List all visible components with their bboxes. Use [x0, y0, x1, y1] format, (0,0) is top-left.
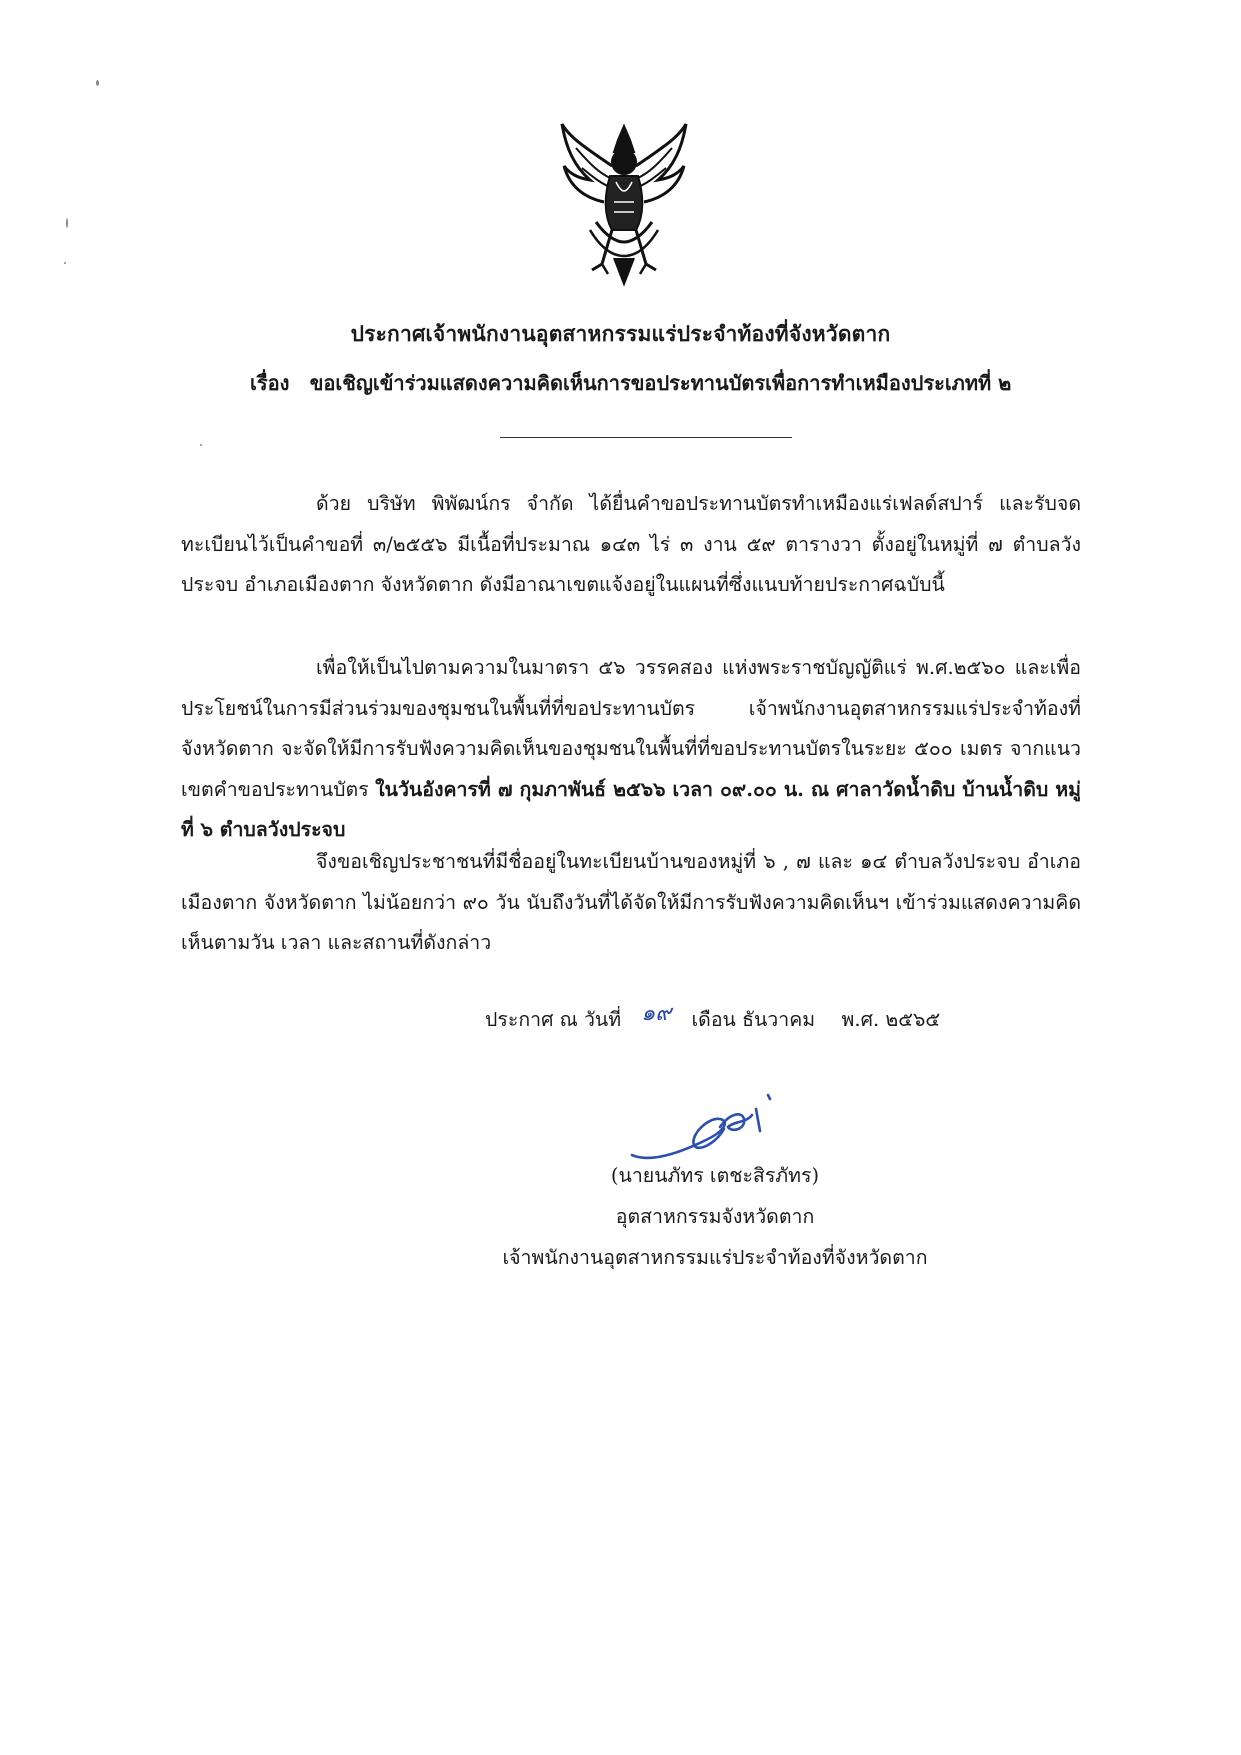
- paragraph-1-text: ด้วย บริษัท พิพัฒน์กร จำกัด ได้ยื่นคำขอประทานบัตรทำเหมืองแร่เฟลด์สปาร์ และรับจดทะเบียนไว้เป็นคำขอที่ ๓/๒๕๕๖ มีเนื้อที่ประมาณ ๑๔๓ ไร่ ๓ งาน ๕๙ ตารางวา ตั้งอยู่ในหมู่ที่ ๗ ตำบลวังประจบ อำเภอเมืองตาก จังหวัดตาก ดังมีอาณาเขตแจ้งอยู่ในแผนที่ซึ่งแนบท้ายประกาศฉบับนี้: [181, 492, 1081, 596]
- announcement-date: [485, 1001, 940, 1036]
- subject-line: [250, 367, 1011, 399]
- date-day-handwritten: ๑๙: [641, 1001, 672, 1026]
- garuda-emblem-icon: [556, 118, 692, 288]
- date-month: เดือน ธันวาคม: [691, 1008, 816, 1031]
- paragraph-2-text: เพื่อให้เป็นไปตามความในมาตรา ๕๖ วรรคสอง แห่งพระราชบัญญัติแร่ พ.ศ.๒๕๖๐ และเพื่อประโยชน์ในการมีส่วนร่วมของชุมชนในพื้นที่ที่ขอประทานบัตร เจ้าพนักงานอุตสาหกรรมแร่ประจำท้องที่จังหวัดตาก จะจัดให้มีการรับฟังความคิดเห็นของชุมชนในพื้นที่ที่ขอประทานบัตรในระยะ ๕๐๐ เมตร จากแนวเขตคำขอประทานบัตร: [181, 656, 1081, 801]
- date-year: พ.ศ. ๒๕๖๕: [841, 1008, 941, 1031]
- scan-speck: [200, 444, 202, 446]
- signatory-name: (นายนภัทร เตชะสิรภัทร): [610, 1164, 820, 1187]
- subject-label: เรื่อง: [250, 371, 290, 395]
- signatory-position-1: อุตสาหกรรมจังหวัดตาก: [615, 1205, 815, 1228]
- date-prefix: ประกาศ ณ วันที่: [485, 1008, 622, 1031]
- title-divider: [500, 437, 792, 438]
- scan-speck: [64, 262, 66, 264]
- hearing-date-location: ในวันอังคารที่ ๗ กุมภาพันธ์ ๒๕๖๖ เวลา ๐๙.๐๐ น. ณ ศาลาวัดน้ำดิบ บ้านน้ำดิบ หมู่ที่ ๖ ตำบลวังประจบ: [181, 777, 1081, 841]
- body-paragraph-2: [181, 648, 1081, 851]
- subject-text: ขอเชิญเข้าร่วมแสดงความคิดเห็นการขอประทานบัตรเพื่อการทำเหมืองประเภทที่ ๒: [309, 371, 1012, 395]
- paragraph-3-text: จึงขอเชิญประชาชนที่มีชื่ออยู่ในทะเบียนบ้านของหมู่ที่ ๖ , ๗ และ ๑๔ ตำบลวังประจบ อำเภอเมืองตาก จังหวัดตาก ไม่น้อยกว่า ๙๐ วัน นับถึงวันที่ได้จัดให้มีการรับฟังความคิดเห็นฯ เข้าร่วมแสดงความคิดเห็นตามวัน เวลา และสถานที่ดังกล่าว: [181, 850, 1081, 954]
- signatory-position-2: เจ้าพนักงานอุตสาหกรรมแร่ประจำท้องที่จังหวัดตาก: [502, 1246, 928, 1269]
- announcement-title: ประกาศเจ้าพนักงานอุตสาหกรรมแร่ประจำท้องที่จังหวัดตาก: [350, 321, 891, 346]
- scan-speck: [96, 80, 99, 86]
- scan-speck: [66, 218, 68, 228]
- body-paragraph-3: [181, 842, 1081, 964]
- body-paragraph-1: [181, 484, 1081, 606]
